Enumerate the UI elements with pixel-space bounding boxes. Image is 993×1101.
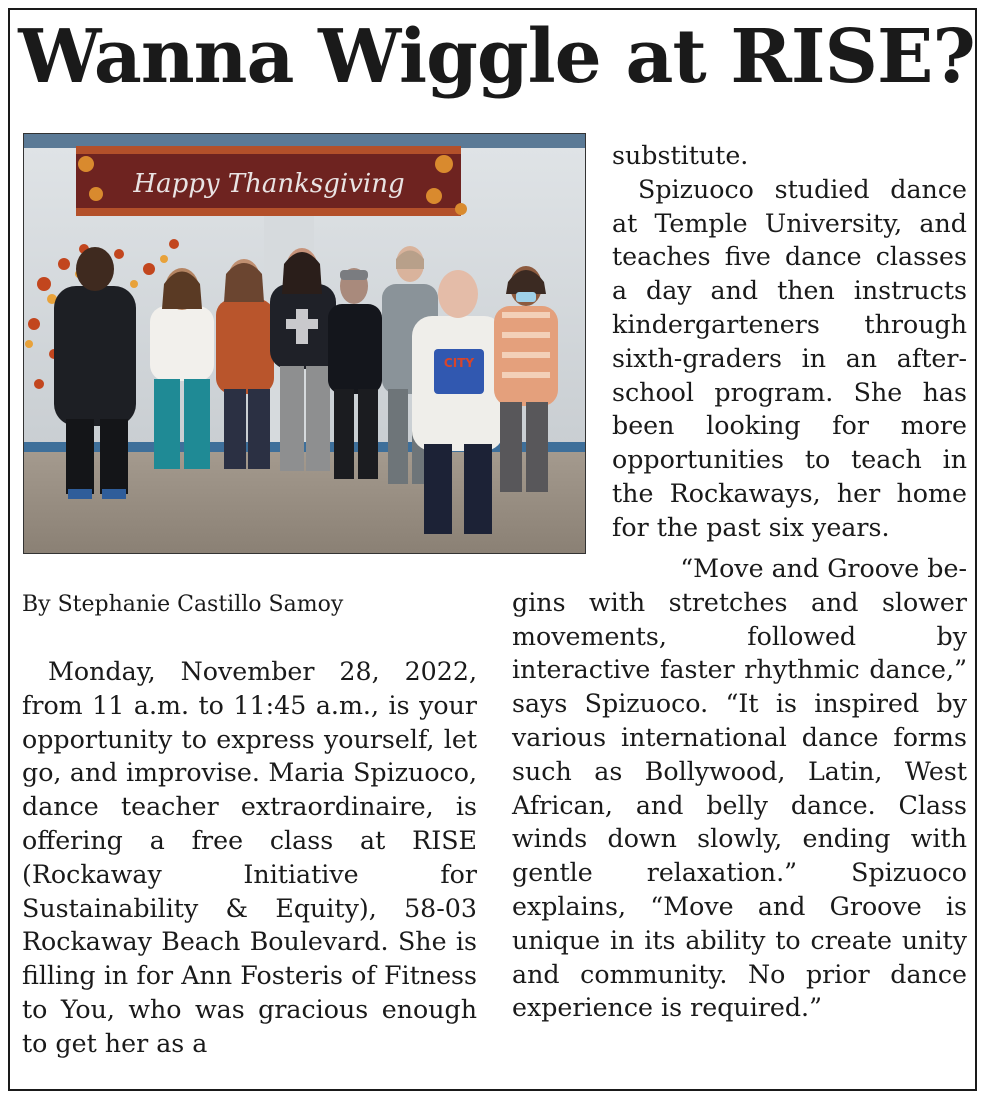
column-left (22, 655, 477, 1061)
article-photo (23, 133, 586, 554)
paragraph-3: gins with stretches and slower movements, followed by interactive faster rhythmic dance,” says Spizuoco. “It is inspired by various international dance forms such as Bollywood, Latin, West African, and belly dance. Class winds down slowly, ending with gentle relaxation.” Spizuoco explains, “Move and Groove is unique in its ability to create unity and community. No prior dance experience is required.” (512, 587, 967, 1023)
column-right-bottom (512, 552, 967, 1025)
banner-text: Happy Thanksgiving (133, 169, 405, 199)
shirt-text: CITY (443, 356, 475, 370)
byline: By Stephanie Castillo Samoy (22, 592, 344, 617)
paragraph-1: Monday, November 28, 2022, from 11 a.m. to 11:45 a.m., is your opportunity to express yourself, let go, and improvise. Maria Spizuoco, dance teacher extraordinaire, is offering a free class at RISE (Rockaway Initiative for Sustainability & Equity), 58-03 Rockaway Beach Boulevard. She is filling in for Ann Fosteris of Fitness to You, who was gracious enough to get her as a (22, 657, 477, 1058)
paragraph-2: Spizuoco studied dance at Temple University, and teaches five dance classes a day and then instructs kindergarteners through sixth-graders in an after-school program. She has been looking for more opportunities to teach in the Rockaways, her home for the past six years. (612, 174, 967, 542)
column-right-top (612, 139, 967, 545)
headline: Wanna Wiggle at RISE? (18, 14, 975, 100)
paragraph-1-continued: substitute. (612, 141, 749, 170)
paragraph-3-start: “Move and Groove be- (680, 554, 967, 583)
